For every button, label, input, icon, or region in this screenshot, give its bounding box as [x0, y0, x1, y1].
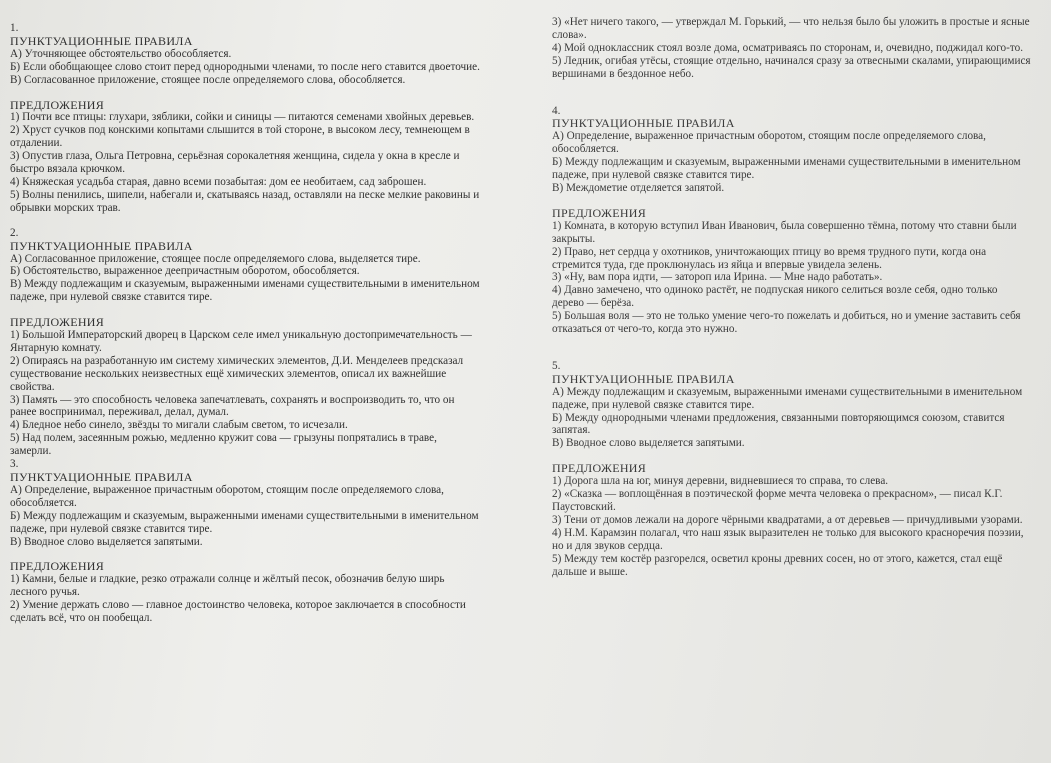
- sentence-item: 4) Бледное небо синело, звёзды то мигали слабым светом, то исчезали.: [10, 419, 348, 432]
- task-number: 3.: [10, 458, 19, 471]
- sentence-item: 2) «Сказка — воплощённая в поэтической форме мечта человека о прекрасном», — писал К.Г. Паустовский.: [552, 488, 1003, 513]
- sentence-item: 3) Память — это способность человека запечатлевать, сохранять и воспроизводить то, что он ранее воспринимал, переживал, делал, думал.: [10, 393, 455, 419]
- task-3-continuation: [552, 16, 1032, 81]
- rule-item: А) Уточняющее обстоятельство обособляется.: [10, 47, 232, 60]
- rule-item: А) Согласованное приложение, стоящее после определяемого слова, выделяется тире.: [10, 252, 421, 265]
- sentence-item: 3) «Ну, вам пора идти, — затороп ила Ирина. — Мне надо работать».: [552, 271, 883, 284]
- sentence-item: 3) Тени от домов лежали на дороге чёрными квадратами, а от деревьев — причудливыми узорами.: [552, 513, 1023, 526]
- rule-item: Б) Обстоятельство, выраженное деепричастным оборотом, обособляется.: [10, 265, 360, 278]
- rule-item: Б) Если обобщающее слово стоит перед однородными членами, то после него ставится двоеточие.: [10, 60, 480, 73]
- rules-heading: ПУНКТУАЦИОННЫЕ ПРАВИЛА: [552, 116, 735, 131]
- rule-item: В) Междометие отделяется запятой.: [552, 181, 725, 194]
- rule-item: А) Определение, выраженное причастным оборотом, стоящим после определяемого слова, обособляется.: [10, 483, 444, 509]
- sentence-item: 5) Большая воля — это не только умение чего-то пожелать и добиться, но и умение заставить себя отказаться от чего-то, когда это нужно.: [552, 310, 1021, 336]
- sentences-heading: ПРЕДЛОЖЕНИЯ: [552, 205, 647, 220]
- sentence-item: 5) Над полем, засеянным рожью, медленно кружит сова — грызуны попрятались в траве, замерли.: [10, 432, 437, 458]
- sentences-heading: ПРЕДЛОЖЕНИЯ: [10, 315, 105, 330]
- sentence-item: 2) Умение держать слово — главное достоинство человека, которое заключается в способности сделать всё, что он пообещал.: [10, 599, 466, 625]
- rules-heading: ПУНКТУАЦИОННЫЕ ПРАВИЛА: [10, 470, 193, 484]
- task-1: [10, 22, 480, 215]
- sentence-item: 5) Между тем костёр разгорелся, осветил кроны древних сосен, но от этого, кажется, стал ещё дальше и выше.: [552, 552, 1003, 578]
- sentence-item: 4) Н.М. Карамзин полагал, что наш язык выразителен не только для высокого красноречия поэзии, но и для звуков сердца.: [552, 526, 1024, 552]
- sentence-item: 3) «Нет ничего такого, — утверждал М. Горький, — что нельзя было бы уложить в простые и ясные слова».: [552, 16, 1030, 41]
- rules-heading: ПУНКТУАЦИОННЫЕ ПРАВИЛА: [10, 33, 193, 48]
- task-number: 5.: [552, 359, 561, 372]
- sentences-heading: ПРЕДЛОЖЕНИЯ: [10, 559, 105, 574]
- sentence-item: 5) Волны пенились, шипели, набегали и, скатываясь назад, оставляли на песке мелкие раковины и обрывки морских трав.: [10, 188, 480, 214]
- sentence-item: 1) Комната, в которую вступил Иван Иванович, была совершенно тёмна, потому что ставни были закрыты.: [552, 219, 1017, 245]
- rules-heading: ПУНКТУАЦИОННЫЕ ПРАВИЛА: [10, 238, 193, 253]
- sentence-item: 2) Право, нет сердца у охотников, уничтожающих птицу во время трудного пути, когда она стремится туда, где проклюнулась из яйца и впервые увидела зелень.: [552, 245, 987, 271]
- sentences-heading: ПРЕДЛОЖЕНИЯ: [10, 97, 105, 112]
- rule-item: В) Вводное слово выделяется запятыми.: [552, 437, 745, 450]
- sentence-item: 5) Ледник, огибая утёсы, стоящие отдельно, начинался сразу за отвесными скалами, упирающимися вершинами в бездонное небо.: [552, 54, 1031, 80]
- rule-item: Б) Между подлежащим и сказуемым, выраженными именами существительными в именительном падеже, при нулевой связке ставится тире.: [10, 509, 479, 535]
- rule-item: Б) Между однородными членами предложения, связанными повторяющимся союзом, ставится запятая.: [552, 411, 1005, 437]
- task-3: [10, 458, 480, 625]
- task-number: 1.: [10, 22, 19, 34]
- sentence-item: 4) Давно замечено, что одиноко растёт, не подпуская никого селиться возле себя, одно только дерево — берёза.: [552, 284, 998, 310]
- rule-item: А) Между подлежащим и сказуемым, выраженными именами существительными в именительном падеже, при нулевой связке ставится тире.: [552, 385, 1023, 411]
- sentence-item: 4) Княжеская усадьба старая, давно всеми позабытая: дом ее необитаем, сад заброшен.: [10, 175, 427, 188]
- task-2: [10, 227, 480, 458]
- rule-item: В) Вводное слово выделяется запятыми.: [10, 535, 203, 548]
- sentence-item: 2) Опираясь на разработанную им систему химических элементов, Д.И. Менделеев предсказал существование нескольких неизвестных ещё химических элементов, описал их важнейшие свойства.: [10, 354, 464, 393]
- sentences-heading: ПРЕДЛОЖЕНИЯ: [552, 461, 647, 476]
- task-5: [552, 360, 1032, 579]
- rule-item: А) Определение, выраженное причастным оборотом, стоящим после определяемого слова, обособляется.: [552, 130, 986, 156]
- sentence-item: 1) Камни, белые и гладкие, резко отражали солнце и жёлтый песок, обозначив белую ширь лесного ручья.: [10, 573, 445, 599]
- sentence-item: 1) Почти все птицы: глухари, зяблики, сойки и синицы — питаются семенами хвойных деревьев.: [10, 111, 475, 124]
- rule-item: В) Согласованное приложение, стоящее после определяемого слова, обособляется.: [10, 73, 406, 86]
- sentence-item: 4) Мой одноклассник стоял возле дома, осматриваясь по сторонам, и, очевидно, поджидал кого-то.: [552, 41, 1024, 54]
- task-4: [552, 105, 1032, 336]
- sentence-item: 1) Дорога шла на юг, минуя деревни, видневшиеся то справа, то слева.: [552, 475, 889, 488]
- rule-item: Б) Между подлежащим и сказуемым, выраженными именами существительными в именительном падеже, при нулевой связке ставится тире.: [552, 156, 1021, 182]
- right-column: [552, 0, 1032, 763]
- sentence-item: 3) Опустив глаза, Ольга Петровна, серьёзная сорокалетняя женщина, сидела у окна в кресле и быстро вязала крючком.: [10, 150, 460, 176]
- rules-heading: ПУНКТУАЦИОННЫЕ ПРАВИЛА: [552, 371, 735, 386]
- sentence-item: 1) Большой Императорский дворец в Царском селе имел уникальную достопримечательность — Янтарную комнату.: [10, 329, 472, 354]
- task-number: 2.: [10, 226, 19, 239]
- rule-item: В) Между подлежащим и сказуемым, выраженными именами существительными в именительном падеже, при нулевой связке ставится тире.: [10, 278, 480, 304]
- left-column: [10, 0, 480, 763]
- sentence-item: 2) Хруст сучков под конскими копытами слышится в той стороне, в высоком лесу, темнеющем в отдалении.: [10, 124, 470, 150]
- task-number: 4.: [552, 104, 561, 117]
